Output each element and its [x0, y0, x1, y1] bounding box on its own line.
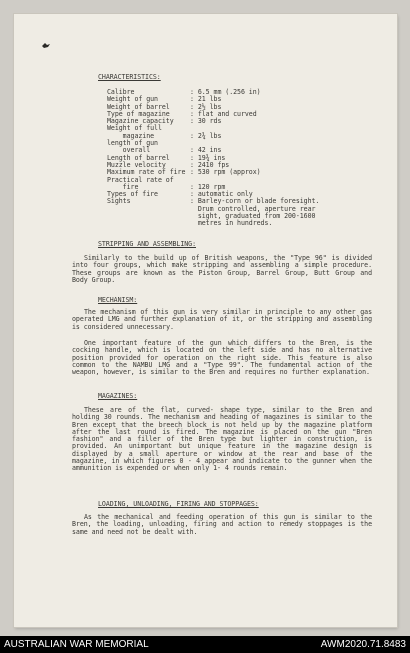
stripping-paragraph: [72, 255, 372, 284]
spec-value-3: : flat and curved: [190, 109, 257, 118]
magazines-paragraph: [72, 407, 372, 473]
mechanism-text-2: One important feature of the gun which differs to the Bren, is the cocking handle, which is located on the left side and has no alternative position provided for operation on the right side. This feature is also common to the NAMBU LMG and a "Type 99". The fundamental action of the weapon, however, is similar to the Bren and requires no further explanation.: [72, 339, 372, 377]
stripping-text: Similarly to the build up of British weapons, the "Type 96" is divided into four groups, which make stripping and assembling a simple procedure. These groups are known as the Piston Group, Barrel Group, Butt Group and Body Group.: [72, 254, 372, 284]
document-page: [14, 14, 397, 627]
spec-value-6: : 2¾ lbs: [190, 131, 222, 140]
spec-label-8: overall: [107, 146, 151, 155]
spec-values: [190, 89, 319, 228]
footer-bar: [0, 636, 410, 653]
spec-value-1: : 21 lbs: [190, 95, 222, 104]
mechanism-text-1: The mechanism of this gun is very similar in principle to any other gas operated LMG and further explanation of it, or the stripping and assembling is considered unnecessary.: [72, 308, 372, 331]
spec-labels: [107, 89, 185, 206]
spec-value-18: metres in hundreds.: [190, 219, 273, 228]
punch-mark-icon: [41, 40, 51, 50]
spec-label-12: Practical rate of: [107, 175, 174, 184]
spec-value-14: : automatic only: [190, 190, 253, 199]
spec-label-2: Weight of barrel: [107, 102, 170, 111]
spec-label-4: Magazine capacity: [107, 117, 174, 126]
spec-value-15: : Barley-corn or blade foresight.: [190, 197, 320, 206]
spec-label-0: Calibre: [107, 88, 135, 96]
spec-label-9: Length of barrel: [107, 153, 170, 162]
spec-label-13: fire: [107, 182, 139, 191]
loading-text: As the mechanical and feeding operation of this gun is similar to the Bren, the loading, unloading, firing and action to remedy stoppages is the same and need not be dealt with.: [72, 513, 372, 536]
spec-value-0: : 6.5 mm (.256 in): [190, 88, 261, 96]
spec-value-9: : 19¾ ins: [190, 153, 226, 162]
spec-label-1: Weight of gun: [107, 95, 158, 104]
footer-accession-number: AWM2020.71.8483: [320, 639, 406, 650]
loading-heading: LOADING, UNLOADING, FIRING AND STOPPAGES:: [98, 500, 259, 508]
spec-value-4: : 30 rds: [190, 117, 222, 126]
spec-label-7: length of gun: [107, 139, 158, 148]
characteristics-heading: CHARACTERISTICS:: [98, 73, 161, 81]
spec-value-2: : 2½ lbs: [190, 102, 222, 111]
mechanism-paragraph-2: [72, 340, 372, 376]
spec-label-5: Weight of full: [107, 124, 162, 133]
footer-institution: AUSTRALIAN WAR MEMORIAL: [4, 639, 149, 650]
spec-value-16: Drum controlled, aperture rear: [190, 204, 316, 213]
spec-value-8: : 42 ins: [190, 146, 222, 155]
mechanism-heading: MECHANISM:: [98, 296, 138, 304]
spec-label-15: Sights: [107, 197, 131, 206]
mechanism-paragraph-1: [72, 309, 372, 331]
magazines-text: These are of the flat, curved- shape type, similar to the Bren and holding 30 rounds. The mechanism and heading of magazines is similar to the Bren except that the breech block is not held up by the magazine platform after the last round is fired. The magazine is placed on the gun "Bren fashion" and a filler of the Bren type but lighter in construction, is provided. An unimportant but unique feature in the magazine design is displayed by a small aperture or window at the rear and base of the magazine, in which figures 0 - 4 appear and indicate to the gunner when the ammunition is expended or when only 1- 4 rounds remain.: [72, 406, 372, 473]
spec-value-17: sight, graduated from 200-1600: [190, 212, 316, 221]
spec-value-10: : 2410 fps: [190, 160, 230, 169]
stripping-heading: STRIPPING AND ASSEMBLING:: [98, 240, 196, 248]
spec-label-3: Type of magazine: [107, 109, 170, 118]
spec-label-6: magazine: [107, 131, 155, 140]
spec-label-14: Types of fire: [107, 190, 158, 199]
spec-label-10: Muzzle velocity: [107, 160, 166, 169]
spec-label-11: Maximum rate of fire: [107, 168, 186, 177]
spec-value-11: : 530 rpm (approx): [190, 168, 261, 177]
magazines-heading: MAGAZINES:: [98, 392, 138, 400]
spec-value-13: : 120 rpm: [190, 182, 226, 191]
loading-paragraph: [72, 514, 372, 536]
